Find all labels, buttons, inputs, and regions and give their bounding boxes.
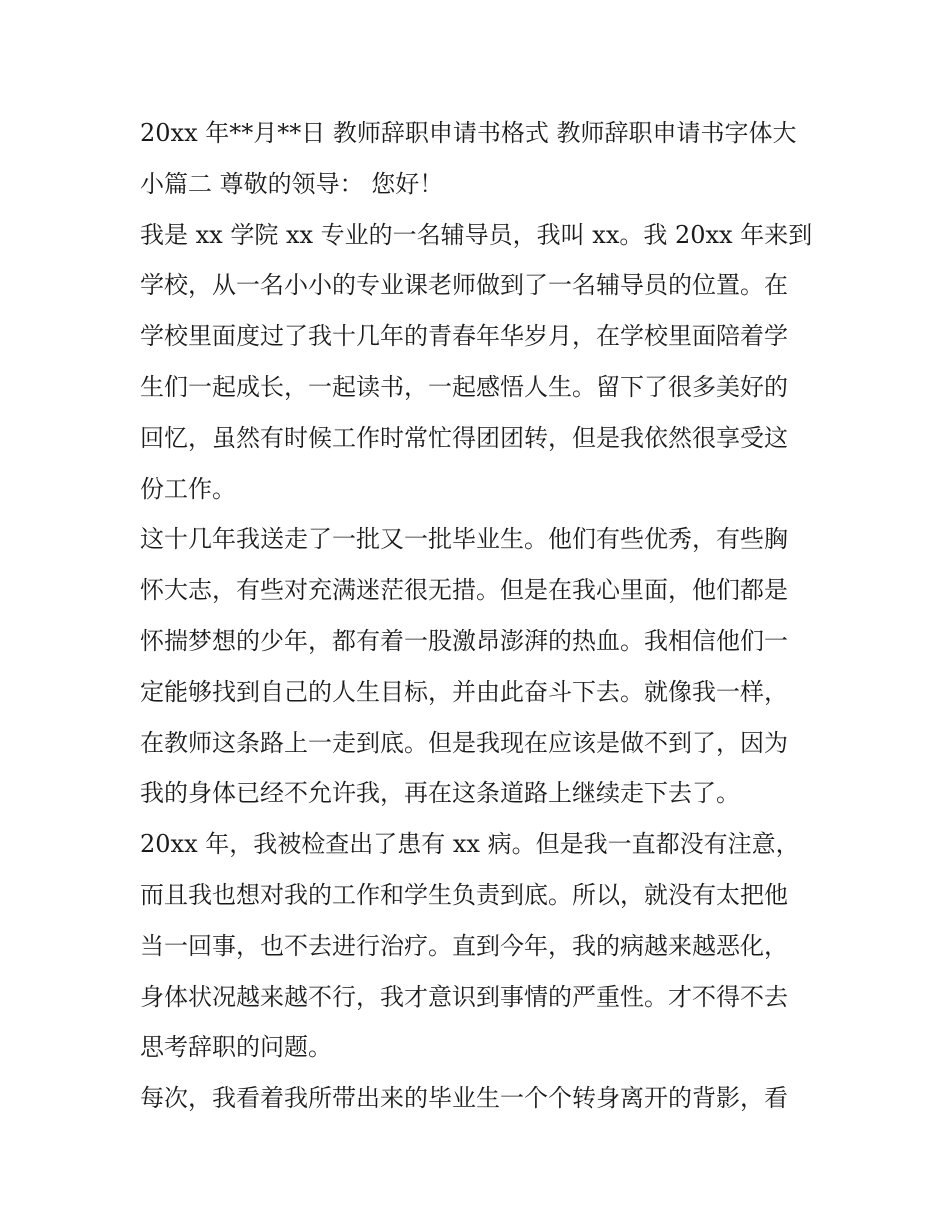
text-line: 学校里面度过了我十几年的青春年华岁月，在学校里面陪着学 — [140, 322, 788, 351]
document-body — [140, 108, 812, 1124]
text-line: 怀揣梦想的少年，都有着一股激昂澎湃的热血。我相信他们一 — [140, 626, 788, 655]
text-line: 份工作。 — [140, 474, 236, 503]
text-line: 在教师这条路上一走到底。但是我现在应该是做不到了，因为 — [140, 728, 788, 757]
text-line: 而且我也想对我的工作和学生负责到底。所以，就没有太把他 — [140, 880, 788, 909]
text-line: 思考辞职的问题。 — [140, 1033, 332, 1062]
text-line: 定能够找到自己的人生目标，并由此奋斗下去。就像我一样， — [140, 677, 788, 706]
text-line: 20xx 年，我被检查出了患有 xx 病。但是我一直都没有注意， — [140, 830, 800, 859]
text-line: 我的身体已经不允许我，再在这条道路上继续走下去了。 — [140, 779, 740, 808]
text-line: 小篇二 尊敬的领导： 您好！ — [140, 169, 444, 198]
text-line: 这十几年我送走了一批又一批毕业生。他们有些优秀，有些胸 — [140, 525, 788, 554]
text-line: 怀大志，有些对充满迷茫很无措。但是在我心里面，他们都是 — [140, 576, 788, 605]
text-line: 20xx 年**月**日 教师辞职申请书格式 教师辞职申请书字体大 — [140, 119, 797, 147]
text-line: 我是 xx 学院 xx 专业的一名辅导员，我叫 xx。我 20xx 年来到 — [140, 220, 813, 249]
text-line: 学校，从一名小小的专业课老师做到了一名辅导员的位置。在 — [140, 271, 788, 300]
text-line: 回忆，虽然有时候工作时常忙得团团转，但是我依然很享受这 — [140, 423, 788, 452]
text-line: 身体状况越来越不行，我才意识到事情的严重性。才不得不去 — [140, 982, 788, 1011]
text-line: 每次，我看着我所带出来的毕业生一个个转身离开的背影，看 — [140, 1084, 788, 1113]
text-line: 生们一起成长，一起读书，一起感悟人生。留下了很多美好的 — [140, 372, 788, 401]
text-line: 当一回事，也不去进行治疗。直到今年，我的病越来越恶化， — [140, 931, 788, 960]
